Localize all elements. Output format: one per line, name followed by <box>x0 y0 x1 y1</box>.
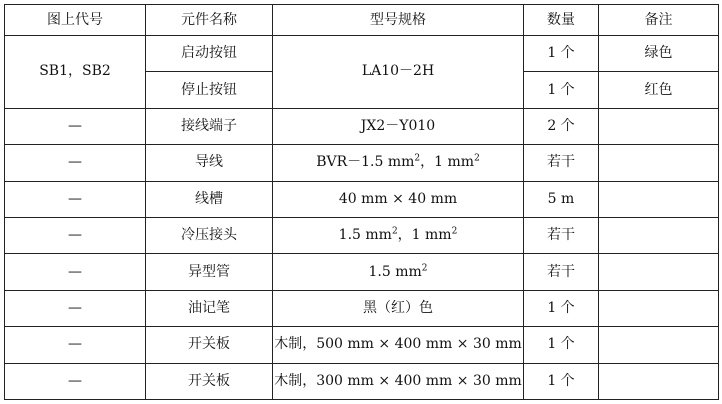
cell-qty: 若干 <box>524 217 599 253</box>
cell-spec: LA10－2H <box>273 36 524 109</box>
spec-main-text: BVR－1.5 mm <box>316 154 415 171</box>
spec-superscript: 2 <box>451 226 458 237</box>
cell-spec: 木制，500 mm × 400 mm × 30 mm <box>273 327 524 363</box>
cell-qty: 1 个 <box>524 363 599 399</box>
table-row <box>5 108 719 144</box>
spec-tail-text: ，1 mm <box>420 154 475 171</box>
header-spec: 型号规格 <box>273 5 524 36</box>
cell-note <box>599 145 719 181</box>
cell-code: — <box>5 327 146 363</box>
cell-name: 异型管 <box>146 254 273 290</box>
cell-code: — <box>5 363 146 399</box>
cell-name: 冷压接头 <box>146 217 273 253</box>
cell-name: 线槽 <box>146 181 273 217</box>
cell-note <box>599 217 719 253</box>
header-note: 备注 <box>599 5 719 36</box>
cell-name: 启动按钮 <box>146 36 273 72</box>
cell-name: 接线端子 <box>146 108 273 144</box>
cell-spec: JX2－Y010 <box>273 108 524 144</box>
cell-note <box>599 290 719 326</box>
cell-note <box>599 254 719 290</box>
cell-name: 油记笔 <box>146 290 273 326</box>
cell-spec <box>273 254 524 290</box>
cell-note: 绿色 <box>599 36 719 72</box>
cell-code: — <box>5 254 146 290</box>
spec-superscript: 2 <box>414 153 421 164</box>
header-name: 元件名称 <box>146 5 273 36</box>
spec-main-text: 1.5 mm <box>338 227 392 244</box>
cell-code: — <box>5 181 146 217</box>
cell-name: 停止按钮 <box>146 72 273 108</box>
cell-qty: 5 m <box>524 181 599 217</box>
cell-qty: 1 个 <box>524 36 599 72</box>
cell-note <box>599 108 719 144</box>
cell-code: — <box>5 108 146 144</box>
cell-spec <box>273 145 524 181</box>
cell-spec: 木制，300 mm × 400 mm × 30 mm <box>273 363 524 399</box>
cell-qty: 若干 <box>524 254 599 290</box>
cell-spec <box>273 217 524 253</box>
spec-tail-text: ，1 mm <box>397 227 452 244</box>
cell-name: 开关板 <box>146 327 273 363</box>
cell-code: SB1，SB2 <box>5 36 146 109</box>
cell-note <box>599 181 719 217</box>
cell-code: — <box>5 290 146 326</box>
cell-note <box>599 327 719 363</box>
table-row <box>5 145 719 181</box>
table-row <box>5 290 719 326</box>
header-qty: 数量 <box>524 5 599 36</box>
table-row <box>5 327 719 363</box>
cell-name: 开关板 <box>146 363 273 399</box>
cell-qty: 1 个 <box>524 290 599 326</box>
spec-superscript: 2 <box>474 153 480 164</box>
cell-code: — <box>5 145 146 181</box>
cell-qty: 1 个 <box>524 327 599 363</box>
table-row <box>5 254 719 290</box>
spec-superscript: 2 <box>421 262 428 273</box>
header-code: 图上代号 <box>5 5 146 36</box>
spec-superscript: 2 <box>391 226 398 237</box>
cell-note: 红色 <box>599 72 719 108</box>
table-row <box>5 181 719 217</box>
header-row <box>5 5 719 36</box>
cell-qty: 1 个 <box>524 72 599 108</box>
cell-name: 导线 <box>146 145 273 181</box>
parts-list-table <box>4 4 719 400</box>
cell-qty: 若干 <box>524 145 599 181</box>
table-row <box>5 217 719 253</box>
spec-main-text: 1.5 mm <box>368 263 422 280</box>
cell-spec: 40 mm × 40 mm <box>273 181 524 217</box>
table-row <box>5 36 719 72</box>
cell-qty: 2 个 <box>524 108 599 144</box>
cell-spec: 黑（红）色 <box>273 290 524 326</box>
cell-note <box>599 363 719 399</box>
cell-code: — <box>5 217 146 253</box>
table-row <box>5 363 719 399</box>
